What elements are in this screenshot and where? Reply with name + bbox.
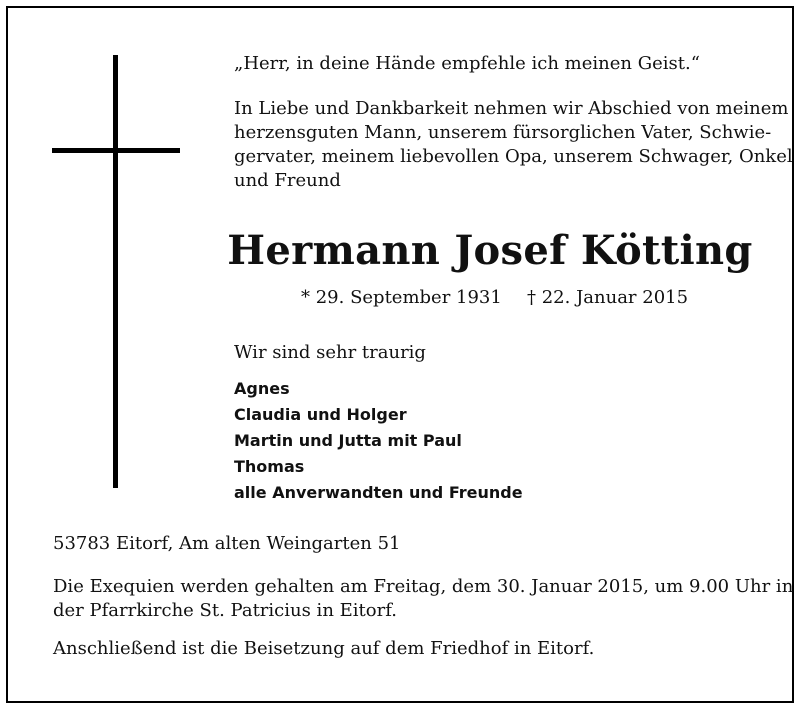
cross-icon [113,55,118,488]
intro-line: gervater, meinem liebevollen Opa, unserem Schwager, Onkel [234,146,793,167]
deceased-name: Hermann Josef Kötting [227,227,753,274]
burial-info: Anschließend ist die Beisetzung auf dem Friedhof in Eitorf. [53,638,595,659]
intro-line: herzensguten Mann, unserem fürsorglichen Vater, Schwie- [234,122,772,143]
bible-quote: „Herr, in deine Hände empfehle ich meinen Geist.“ [234,53,700,74]
mourners-list [234,376,523,506]
funeral-service-info [53,575,794,623]
mourner: Agnes [234,379,290,398]
death-date: † 22. Januar 2015 [527,287,689,308]
mourning-statement: Wir sind sehr traurig [234,342,426,363]
family-address: 53783 Eitorf, Am alten Weingarten 51 [53,533,401,554]
intro-line: In Liebe und Dankbarkeit nehmen wir Abschied von meinem [234,98,789,119]
mourner: Claudia und Holger [234,405,407,424]
birth-date: * 29. September 1931 [301,287,502,308]
mourner: alle Anverwandten und Freunde [234,483,523,502]
mourner: Martin und Jutta mit Paul [234,431,462,450]
cross-icon-bar [52,148,180,153]
service-line: der Pfarrkirche St. Patricius in Eitorf. [53,600,397,621]
intro-text [234,97,793,193]
service-line: Die Exequien werden gehalten am Freitag, dem 30. Januar 2015, um 9.00 Uhr in [53,576,794,597]
mourner: Thomas [234,457,305,476]
intro-line: und Freund [234,170,341,191]
